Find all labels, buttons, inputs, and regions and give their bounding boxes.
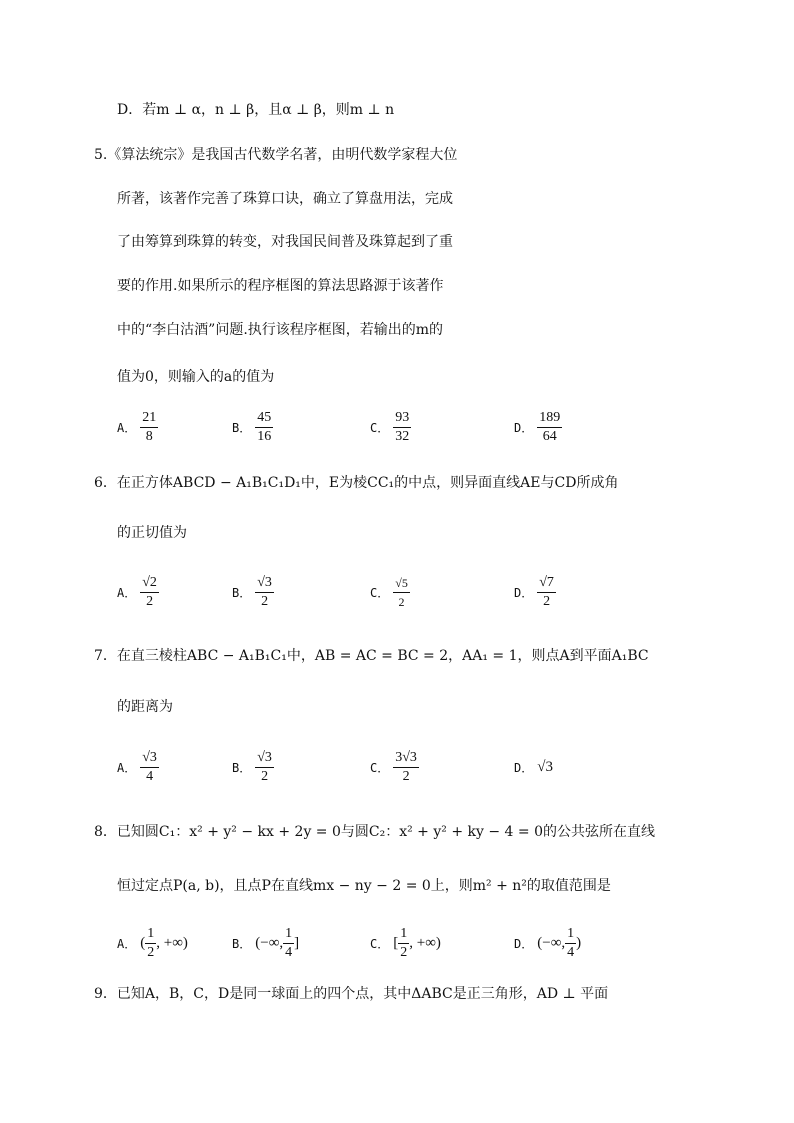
- numerator: 1: [565, 925, 576, 944]
- q6-option-c: [370, 570, 410, 614]
- q5-line-5: 中的“李白沽酒”问题.执行该程序框图，若输出的m的: [117, 322, 444, 338]
- fraction: [393, 574, 410, 611]
- numerator: √3: [140, 749, 159, 768]
- option-label: D．: [514, 936, 534, 951]
- fraction: [565, 925, 576, 962]
- option-label: B．: [232, 420, 252, 435]
- q5-line-3: 了由筹算到珠算的转变，对我国民间普及珠算起到了重: [117, 234, 453, 250]
- q8-line-1: 8．已知圆C₁：x² + y² − kx + 2y = 0与圆C₂：x² + y² + ky − 4 = 0的公共弦所在直线: [94, 824, 655, 840]
- option-label: B．: [232, 760, 252, 775]
- option-label: A．: [117, 936, 137, 951]
- q5-line-4: 要的作用.如果所示的程序框图的算法思路源于该著作: [117, 278, 444, 294]
- denominator: 4: [146, 768, 154, 784]
- fraction: [140, 574, 159, 611]
- numerator: 45: [255, 409, 273, 428]
- q7-option-c: [370, 745, 419, 789]
- q6-option-d: [514, 570, 556, 614]
- interval-close: , +∞): [409, 934, 441, 951]
- denominator: 2: [398, 594, 405, 609]
- fraction: [255, 574, 274, 611]
- option-label: C．: [370, 760, 390, 775]
- q7-option-a: [117, 745, 159, 789]
- q7-options: [0, 745, 794, 789]
- denominator: 2: [402, 768, 410, 784]
- option-label: C．: [370, 420, 390, 435]
- q5-options: [0, 405, 794, 449]
- fraction: [255, 749, 274, 786]
- option-label: A．: [117, 420, 137, 435]
- denominator: 4: [285, 944, 293, 960]
- q5-line-1: 5.《算法统宗》是我国古代数学名著，由明代数学家程大位: [94, 147, 458, 163]
- denominator: 64: [542, 428, 557, 444]
- option-label: A．: [117, 585, 137, 600]
- option-label: C．: [370, 585, 390, 600]
- numerator: √7: [537, 574, 556, 593]
- denominator: 32: [395, 428, 410, 444]
- q5-line-2: 所著，该著作完善了珠算口诀，确立了算盘用法，完成: [117, 191, 453, 207]
- numerator: 1: [398, 925, 409, 944]
- fraction: [537, 409, 562, 446]
- interval-close: , +∞): [156, 934, 188, 951]
- interval-close: ): [576, 934, 582, 951]
- numerator: 3√3: [393, 749, 419, 768]
- denominator: 2: [543, 593, 551, 609]
- numerator: 189: [537, 409, 562, 428]
- option-label: D．: [514, 760, 534, 775]
- denominator: 4: [567, 944, 575, 960]
- q6-line-2: 的正切值为: [117, 525, 187, 541]
- fraction: [140, 409, 158, 446]
- numerator: 1: [283, 925, 294, 944]
- q6-line-1: 6．在正方体ABCD − A₁B₁C₁D₁中，E为棱CC₁的中点，则异面直线AE与CD所成角: [94, 475, 619, 491]
- option-label: B．: [232, 585, 252, 600]
- option-label: B．: [232, 936, 252, 951]
- q5-option-a: [117, 405, 158, 449]
- option-label: C．: [370, 936, 390, 951]
- q7-option-d: [514, 745, 553, 789]
- q6-option-b: [232, 570, 274, 614]
- q5-line-6: 值为0，则输入的a的值为: [117, 369, 275, 385]
- q5-option-b: [232, 405, 273, 449]
- q8-option-a: [117, 921, 188, 965]
- q8-option-b: [232, 921, 299, 965]
- q4-option-d: D．若m ⊥ α，n ⊥ β，且α ⊥ β，则m ⊥ n: [117, 102, 395, 118]
- option-label: D．: [514, 420, 534, 435]
- denominator: 2: [400, 944, 408, 960]
- q6-option-a: [117, 570, 159, 614]
- numerator: √2: [140, 574, 159, 593]
- q8-option-c: [370, 921, 441, 965]
- fraction: [393, 409, 411, 446]
- fraction: [140, 749, 159, 786]
- q5-option-d: [514, 405, 562, 449]
- fraction: [537, 574, 556, 611]
- denominator: 2: [146, 593, 154, 609]
- interval-close: ]: [294, 934, 300, 951]
- q7-option-b: [232, 745, 274, 789]
- q5-option-c: [370, 405, 411, 449]
- q9-line-1: 9．已知A，B，C，D是同一球面上的四个点，其中ΔABC是正三角形，AD ⊥ 平面: [94, 986, 609, 1002]
- interval-open: [: [393, 934, 399, 951]
- numerator: 1: [145, 925, 156, 944]
- option-value: √3: [537, 758, 553, 775]
- q7-line-2: 的距离为: [117, 699, 173, 715]
- fraction: [398, 925, 409, 962]
- q6-options: [0, 570, 794, 614]
- denominator: 2: [147, 944, 155, 960]
- numerator: 21: [140, 409, 158, 428]
- q8-line-2: 恒过定点P(a, b)，且点P在直线mx − ny − 2 = 0上，则m² + n²的取值范围是: [117, 878, 611, 894]
- numerator: √3: [255, 749, 274, 768]
- q7-line-1: 7．在直三棱柱ABC − A₁B₁C₁中，AB = AC = BC = 2，AA₁ = 1，则点A到平面A₁BC: [94, 648, 649, 664]
- interval-open: (: [140, 934, 146, 951]
- denominator: 2: [261, 768, 269, 784]
- q8-option-d: [514, 921, 581, 965]
- numerator: √5: [393, 574, 410, 593]
- numerator: √3: [255, 574, 274, 593]
- interval-open: (−∞,: [537, 934, 566, 951]
- fraction: [283, 925, 294, 962]
- q8-options: [0, 921, 794, 965]
- denominator: 8: [145, 428, 153, 444]
- denominator: 16: [257, 428, 272, 444]
- fraction: [393, 749, 419, 786]
- denominator: 2: [261, 593, 269, 609]
- fraction: [255, 409, 273, 446]
- option-label: A．: [117, 760, 137, 775]
- fraction: [145, 925, 156, 962]
- option-label: D．: [514, 585, 534, 600]
- numerator: 93: [393, 409, 411, 428]
- interval-open: (−∞,: [255, 934, 284, 951]
